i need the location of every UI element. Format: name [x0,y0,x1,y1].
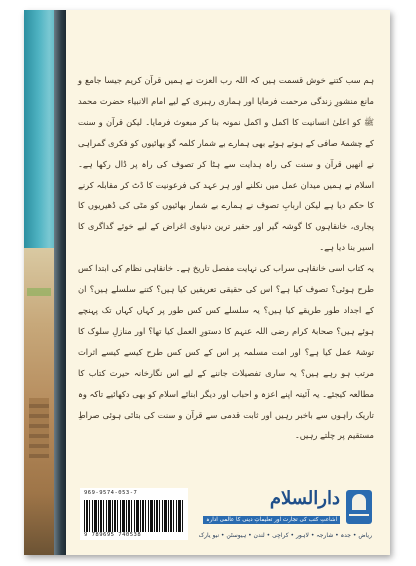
spine-edge [54,10,66,555]
barcode-digits: 9 789695 740538 [84,532,142,538]
blurb-text [78,70,374,446]
isbn-number: 969-9574-053-7 [84,490,138,496]
publisher-cities: ریاض • جدہ • شارجہ • لاہور • کراچی • لندن • ہیوسٹن • نیو یارک [198,532,372,539]
spine-photo-building [24,248,54,555]
isbn-barcode [80,488,188,540]
publisher-block [198,488,372,550]
publisher-tagline: اشاعتِ کتب کی تجارت اور تعلیماتِ دینی کا عالمی ادارہ [203,516,340,524]
blurb-paragraph-1: ہم سب کتنے خوش قسمت ہیں کہ اللہ رب العزت نے ہمیں قرآن کریم جیسا جامع و مانع منشورِ زندگی مرحمت فرمایا اور ہماری رہبری کے لیے امام الانبیاء حضرت محمد ﷺ کو اعلیٰ انسانیت کا اکمل و اکمل نمونہ بنا کر مبعوث فرمایا۔ لیکن قرآن و سنت کے چشمۂ صافی کے ہوتے ہوئے بھی ہمارے بے شمار کلمہ گو بھائیوں کو فکری گمراہی نے انھیں قرآن و سنت کی راہ ہدایت سے ہٹا کر تصوف کی راہ پر ڈال رکھا ہے۔ اسلام نے ہمیں میدان عمل میں نکلنے اور ہر عہد کی فرعونیت کا ڈٹ کر مقابلہ کرنے کا حکم دیا ہے لیکن اربابِ تصوف نے ہمارے بے شمار بھائیوں کو مٹی کی ڈھیریوں کا پجاری، خانقاہوں کا گوشہ گیر اور حقیر ترین دنیاوی اغراض کے لیے خوئے گداگری کا اسیر بنا دیا ہے۔ [78,75,374,253]
blurb-paragraph-2: یہ کتاب اسی خانقاہی سراب کی نہایت مفصل تاریخ ہے۔ خانقاہی نظام کی ابتدا کس طرح ہوئی؟ تصوف کیا ہے؟ اس کی حقیقی تعریفیں کیا ہیں؟ کتنے سلسلے ہیں؟ ان کے اجداد طور طریقے کیا ہیں؟ یہ سلسلے کس کس طور پر کہاں کہاں تک پہنچے ہوئے ہیں؟ صحابۂ کرام رضی اللہ عنہم کا دستورِ العمل کیا تھا؟ اور منازلِ سلوک کا توشۂ عمل کیا ہے؟ اور امت مسلمہ پر اس کے کس کس طرح کیسے کیسے اثرات مرتب ہو رہے ہیں؟ یہ ساری تفصیلات جاننے کے لیے اس نگارخانہ حیرت کتاب کا مطالعہ کیجئے۔ یہ آئینہ اپنے اعزہ و احباب اور دیگر ابنائے اسلام کو بھی دکھائیے تاکہ وہ تاریک راہوں سے باخبر رہیں اور ثابت قدمی سے قرآن و سنت کی بتائی ہوئی صراطِ مستقیم پر چلتے رہیں۔ [78,263,374,441]
publisher-name: دارالسلام [269,488,340,509]
publisher-logo-icon [346,490,372,524]
book-spine [24,10,66,555]
book-back-cover [24,10,390,555]
cover-panel [66,10,390,555]
barcode-image [84,500,184,532]
